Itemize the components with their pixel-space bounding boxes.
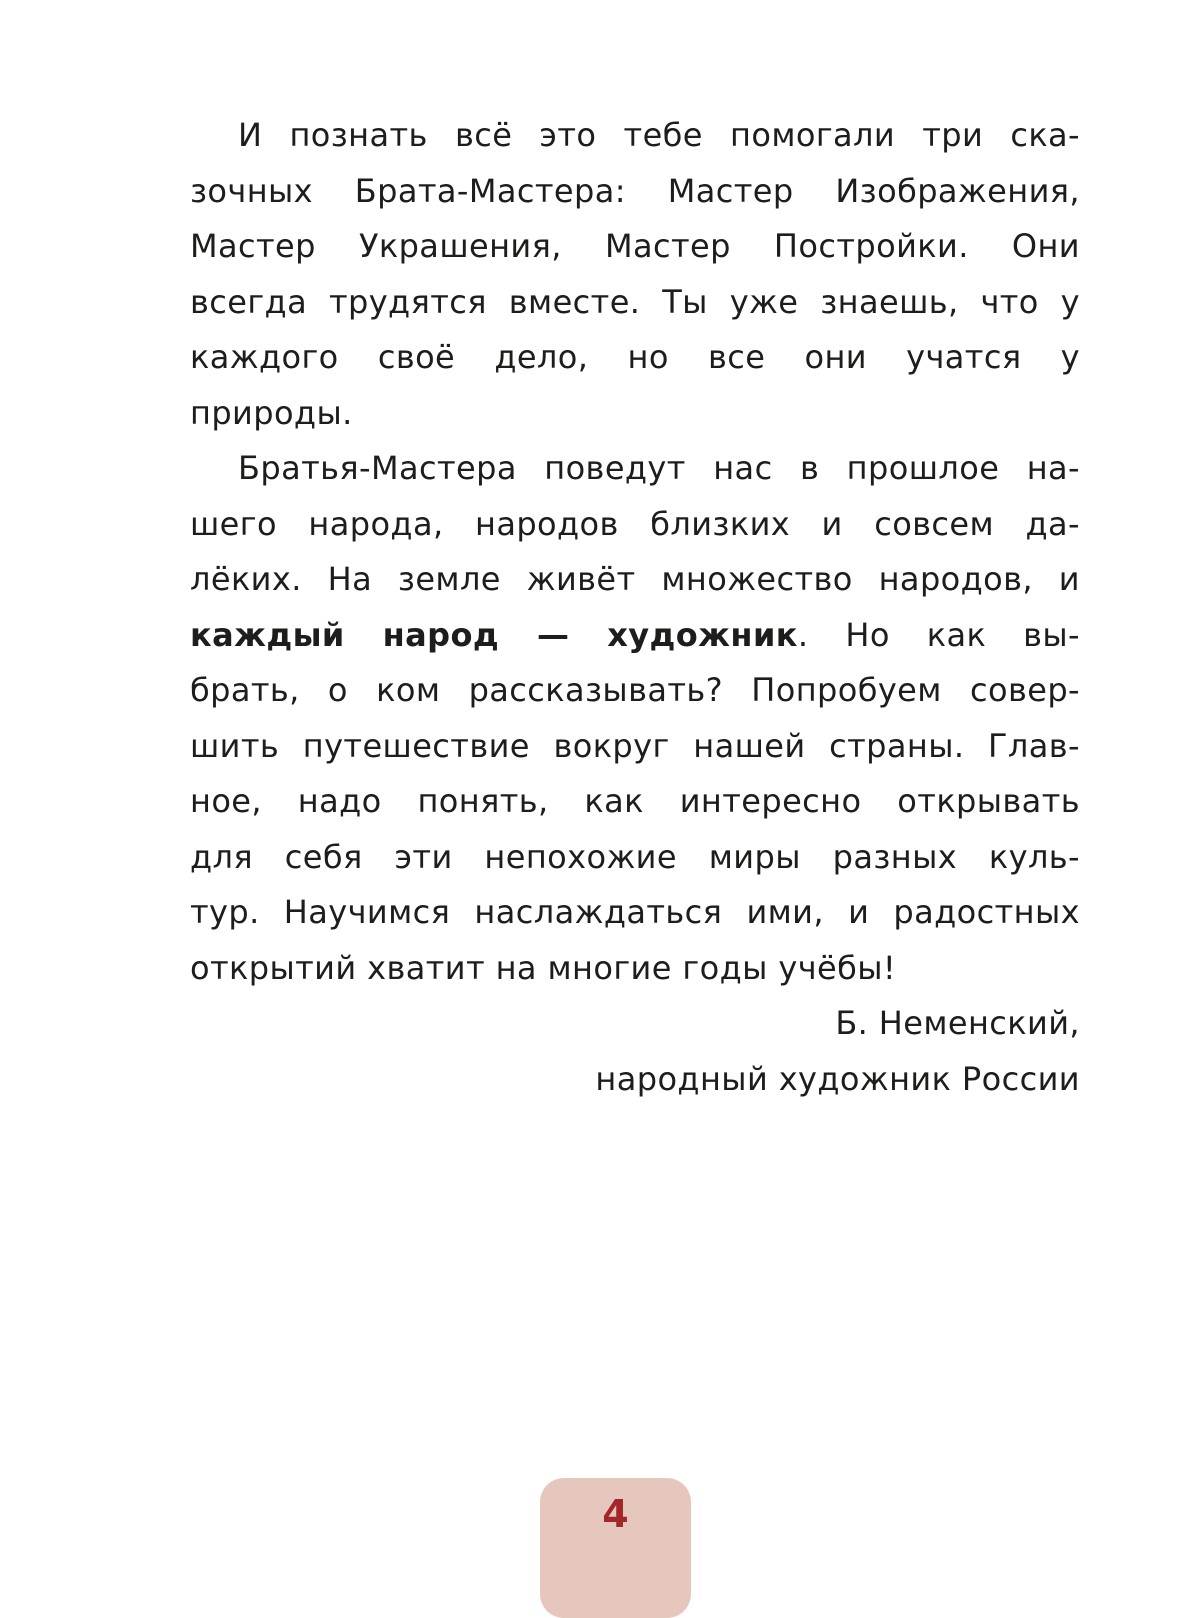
paragraph-2 [190, 441, 1080, 996]
page-number: 4 [602, 1492, 629, 1536]
text-line: И познать всё это тебе помогали три ска- [238, 116, 1080, 154]
text-fragment: . Но как вы- [797, 615, 1080, 654]
signature-title: народный художник России [595, 1059, 1080, 1098]
text-line: открытий хватит на многие годы учёбы! [190, 948, 897, 987]
text-line: для себя эти непохожие миры разных куль- [190, 837, 1080, 876]
text-line: брать, о ком рассказывать? Попробуем совер- [190, 671, 1080, 709]
signature [190, 996, 1080, 1107]
text-line: тур. Научимся наслаждаться ими, и радостных [190, 893, 1080, 931]
text-line: природы. [190, 393, 353, 432]
text-line: зочных Брата-Мастера: Мастер Изображения, [190, 171, 1080, 210]
paragraph-1 [190, 108, 1080, 441]
text-line: каждого своё дело, но все они учатся у [190, 338, 1080, 376]
emphasis-text: каждый народ — художник [190, 615, 798, 654]
main-text [190, 108, 1080, 1107]
text-line: шить путешествие вокруг нашей страны. Глав- [190, 726, 1080, 765]
text-line: Мастер Украшения, Мастер Постройки. Они [190, 227, 1080, 265]
signature-author: Б. Неменский, [835, 1004, 1080, 1042]
text-line: шего народа, народов близких и совсем да- [190, 504, 1080, 543]
text-line: всегда трудятся вместе. Ты уже знаешь, что у [190, 282, 1080, 321]
text-line [190, 608, 1080, 664]
text-line: ное, надо понять, как интересно открывать [190, 782, 1080, 820]
text-line: лёких. На земле живёт множество народов, и [190, 560, 1080, 598]
text-line: Братья-Мастера поведут нас в прошлое на- [238, 449, 1080, 487]
